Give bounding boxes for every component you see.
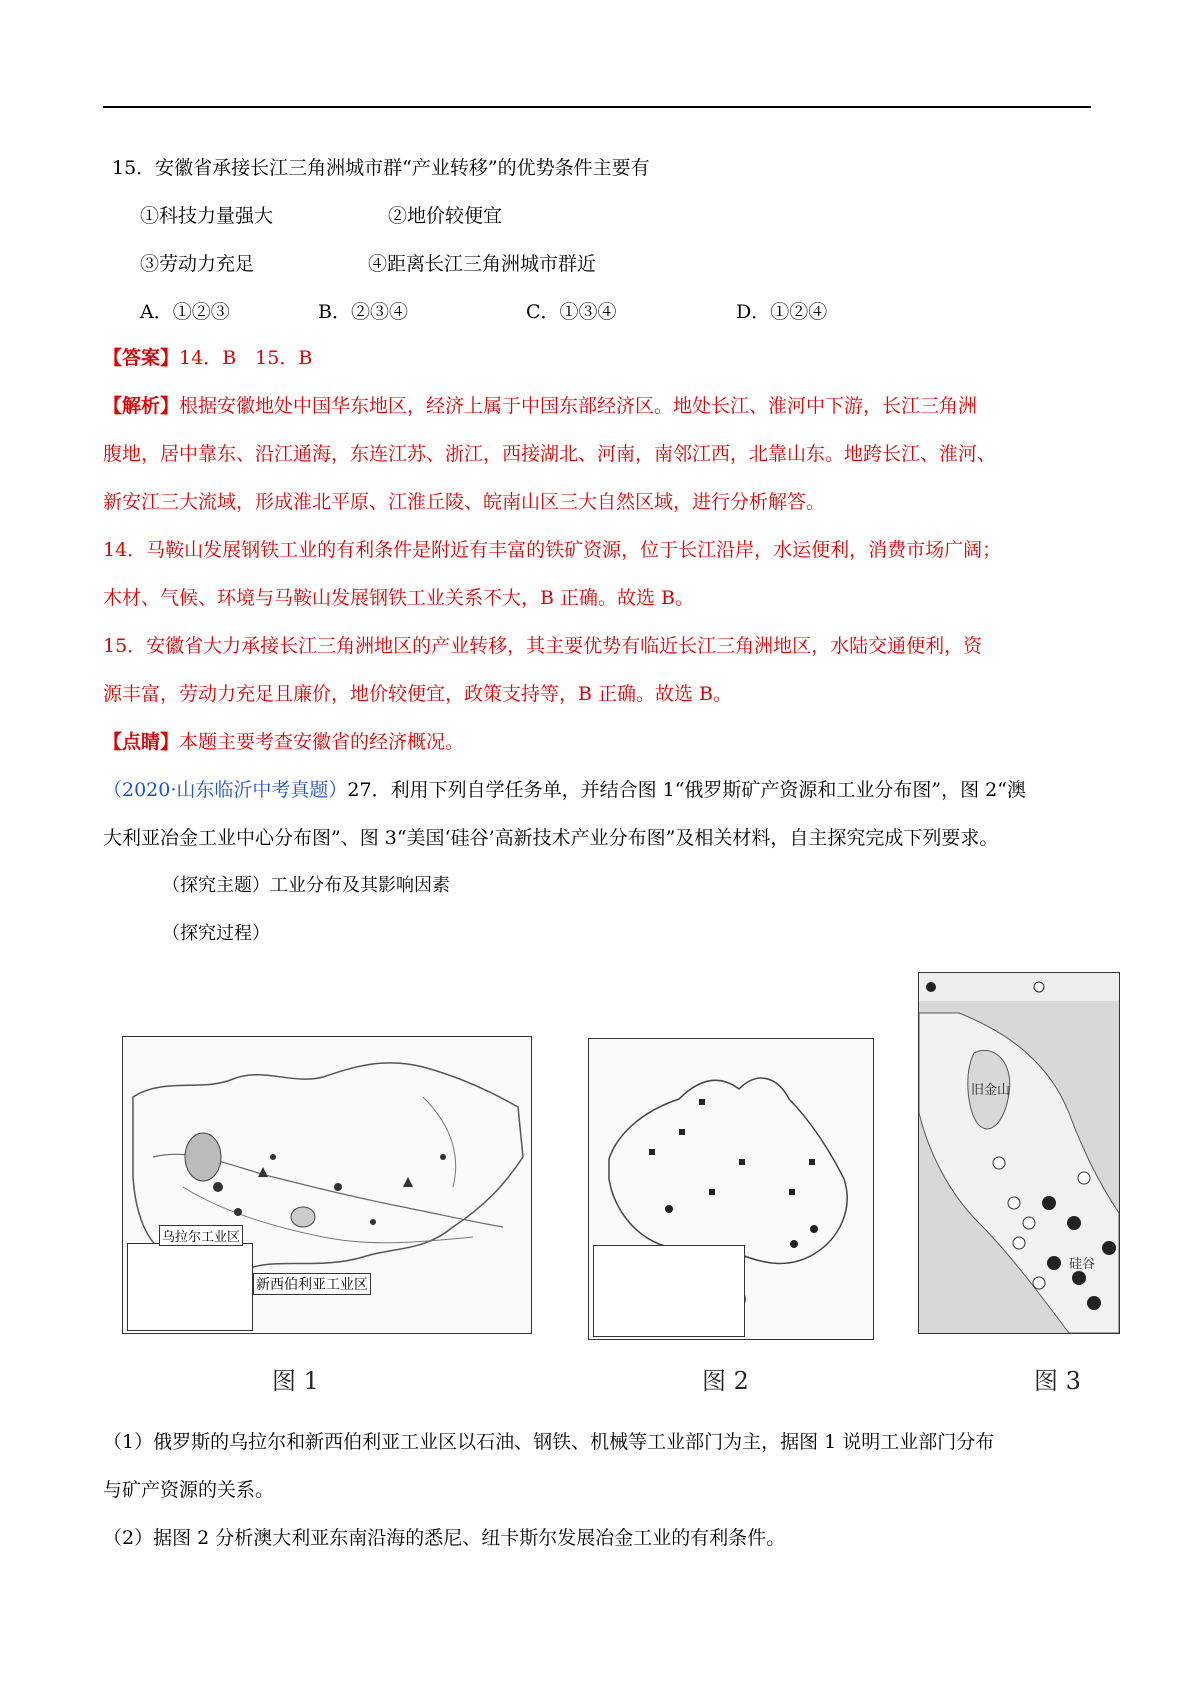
q15-item-2: ②地价较便宜: [388, 205, 503, 227]
q27-sub1-line-2: 与矿产资源的关系。: [103, 1479, 275, 1501]
analysis-line-3: 新安江三大流域，形成淮北平原、江淮丘陵、皖南山区三大自然区域，进行分析解答。: [103, 491, 826, 513]
q15-item-1: ①科技力量强大: [140, 205, 274, 227]
comment-line: [103, 728, 464, 756]
analysis-text-1: 根据安徽地处中国华东地区，经济上属于中国东部经济区。地处长江、淮河中下游，长江三角洲: [179, 395, 978, 417]
q27-process: （探究过程）: [162, 923, 270, 944]
figure-2-legend: [593, 1245, 745, 1337]
figure-3-caption: 图 3: [1034, 1367, 1081, 1395]
analysis-14-line-2: 木材、气候、环境与马鞍山发展钢铁工业关系不大，B 正确。故选 B。: [103, 587, 695, 609]
figure-2-australia-map: [588, 1038, 874, 1340]
figure-1-legend: [127, 1243, 253, 1331]
q27-sub1-line-1: （1）俄罗斯的乌拉尔和新西伯利亚工业区以石油、钢铁、机械等工业部门为主，据图 1 说明工业部门分布: [103, 1431, 995, 1453]
answer-line: [103, 344, 312, 372]
analysis-line-1: [103, 392, 977, 420]
q15-stem: 15．安徽省承接长江三角洲城市群“产业转移”的优势条件主要有: [112, 157, 650, 179]
q15-choice-b: B．②③④: [318, 301, 408, 323]
figure-1-russia-map: [122, 1036, 532, 1334]
q15-item-4: ④距离长江三角洲城市群近: [368, 253, 597, 275]
silicon-valley-label: 硅谷: [1069, 1257, 1096, 1272]
q27-source: （2020·山东临沂中考真题）: [103, 779, 348, 801]
san-francisco-label: 旧金山: [971, 1083, 1011, 1098]
header-rule: [103, 106, 1091, 108]
q27-line-1: [103, 776, 1026, 804]
analysis-14-line-1: 14．马鞍山发展钢铁工业的有利条件是附近有丰富的铁矿资源，位于长江沿岸，水运便利，消费市场广阔；: [103, 539, 1002, 561]
figure-3-silicon-valley-map: [918, 972, 1120, 1334]
answer-text: 14．B 15．B: [179, 347, 313, 369]
analysis-15-line-2: 源丰富，劳动力充足且廉价，地价较便宜，政策支持等，B 正确。故选 B。: [103, 683, 733, 705]
analysis-line-2: 腹地，居中靠东、沿江通海，东连江苏、浙江，西接湖北、河南，南邻江西，北靠山东。地跨长江、淮河、: [103, 443, 997, 465]
q15-choice-c: C．①③④: [526, 301, 617, 323]
comment-text: 本题主要考查安徽省的经济概况。: [179, 731, 465, 753]
ural-label: 乌拉尔工业区: [159, 1225, 243, 1246]
q15-choice-d: D．①②④: [736, 301, 828, 323]
comment-tag: 【点睛】: [103, 731, 180, 753]
q15-item-3: ③劳动力充足: [140, 253, 255, 275]
q27-stem-1: 27．利用下列自学任务单，并结合图 1“俄罗斯矿产资源和工业分布图”，图 2“澳: [347, 779, 1026, 801]
q27-sub2: （2）据图 2 分析澳大利亚东南沿海的悉尼、纽卡斯尔发展冶金工业的有利条件。: [103, 1527, 786, 1549]
silicon-valley-map-image: [919, 973, 1119, 1333]
analysis-tag: 【解析】: [103, 395, 180, 417]
q15-choice-a: A．①②③: [140, 301, 230, 323]
q27-line-2: 大利亚冶金工业中心分布图”、图 3“美国‘硅谷’高新技术产业分布图”及相关材料，自主探究完成下列要求。: [103, 827, 999, 849]
analysis-15-line-1: 15．安徽省大力承接长江三角洲地区的产业转移，其主要优势有临近长江三角洲地区，水陆交通便利，资: [103, 635, 983, 657]
answer-tag: 【答案】: [103, 347, 180, 369]
novosibirsk-label: 新西伯利亚工业区: [253, 1273, 371, 1295]
figure-2-caption: 图 2: [702, 1367, 749, 1395]
q27-theme: （探究主题）工业分布及其影响因素: [162, 875, 450, 896]
figure-1-caption: 图 1: [272, 1367, 319, 1395]
